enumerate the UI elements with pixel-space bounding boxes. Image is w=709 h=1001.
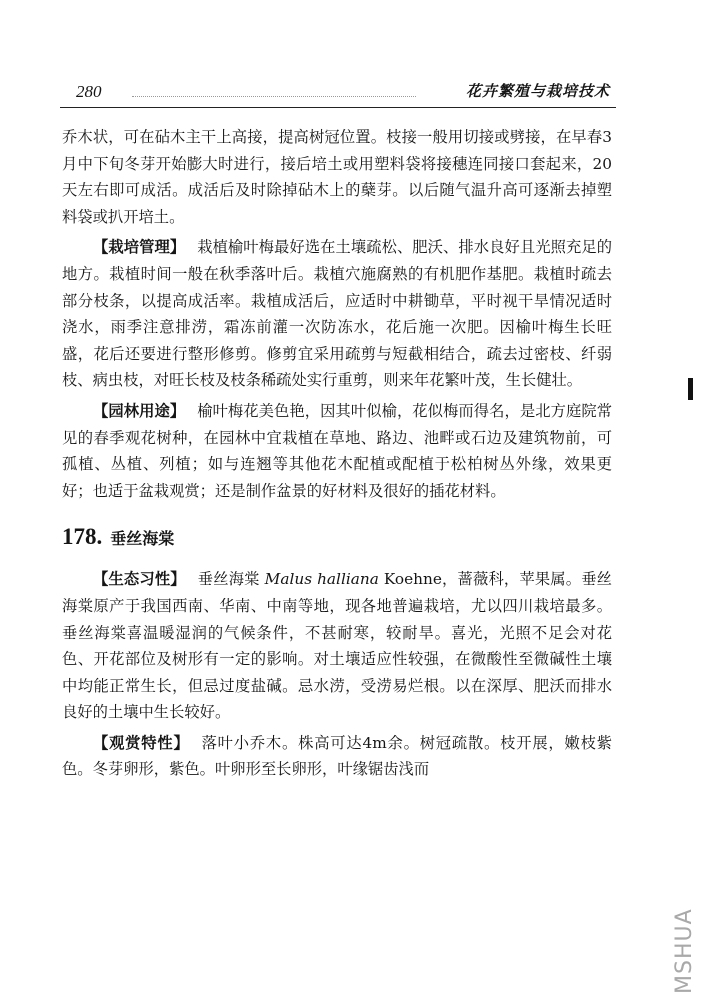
page-body xyxy=(62,124,612,787)
ecology-text-after: Koehne，蔷薇科，苹果属。垂丝海棠原产于我国西南、华南、中南等地，现各地普遍栽培，尤以四川栽培最多。垂丝海棠喜温暖湿润的气候条件，不甚耐寒，较耐旱。喜光，光照不足会对花色、开花部位及树形有一定的影响。对土壤适应性较强，在微酸性至微碱性土壤中均能正常生长，但忌过度盐碱。忌水涝，受涝易烂根。以在深厚、肥沃而排水良好的土壤中生长较好。 xyxy=(62,570,612,722)
page-header xyxy=(60,80,616,106)
ecology-label: 【生态习性】 xyxy=(93,570,186,589)
garden-use-paragraph xyxy=(62,398,612,504)
running-title: 花卉繁殖与栽培技术 xyxy=(465,82,610,100)
section-heading xyxy=(62,522,612,554)
cultivation-text: 栽植榆叶梅最好选在土壤疏松、肥沃、排水良好且光照充足的地方。栽植时间一般在秋季落叶后。栽植穴施腐熟的有机肥作基肥。栽植时疏去部分枝条，以提高成活率。栽植成活后，应适时中耕锄草，平时视干旱情况适时浇水，雨季注意排涝，霜冻前灌一次防冻水，花后施一次肥。因榆叶梅生长旺盛，花后还要进行整形修剪。修剪宜采用疏剪与短截相结合，疏去过密枝、纤弱枝、病虫枝，对旺长枝及枝条稀疏处实行重剪，则来年花繁叶茂，生长健壮。 xyxy=(62,238,612,390)
ornamental-label: 【观赏特性】 xyxy=(93,733,190,752)
section-number: 178. xyxy=(62,524,103,550)
garden-use-label: 【园林用途】 xyxy=(93,401,186,420)
latin-name: Malus halliana xyxy=(264,570,379,589)
ornamental-text: 落叶小乔木。株高可达4m余。树冠疏散。枝开展，嫩枝紫色。冬芽卵形，紫色。叶卵形至长卵形，叶缘锯齿浅而 xyxy=(62,733,612,779)
continued-paragraph: 乔木状，可在砧木主干上高接，提高树冠位置。枝接一般用切接或劈接，在早春3月中下旬冬芽开始膨大时进行，接后培土或用塑料袋将接穗连同接口套起来，20天左右即可成活。成活后及时除掉砧木上的蘖芽。以后随气温升高可逐渐去掉塑料袋或扒开培土。 xyxy=(62,128,612,226)
header-rule xyxy=(60,107,616,108)
section-title: 垂丝海棠 xyxy=(110,529,175,549)
cultivation-paragraph xyxy=(62,234,612,394)
garden-use-text: 榆叶梅花美色艳，因其叶似榆，花似梅而得名，是北方庭院常见的春季观花树种，在园林中宜栽植在草地、路边、池畔或石边及建筑物前，可孤植、丛植、列植；如与连翘等其他花木配植或配植于松柏树丛外缘，效果更好；也适于盆栽观赏；还是制作盆景的好材料及很好的插花材料。 xyxy=(62,401,612,500)
header-dotted-line xyxy=(132,96,416,97)
page-number: 280 xyxy=(76,82,102,101)
ecology-paragraph xyxy=(62,566,612,726)
ecology-text-before: 垂丝海棠 xyxy=(197,570,260,589)
ornamental-paragraph xyxy=(62,730,612,783)
cultivation-label: 【栽培管理】 xyxy=(93,238,186,257)
watermark: MSHUA xyxy=(672,908,697,994)
binding-mark xyxy=(688,378,693,400)
